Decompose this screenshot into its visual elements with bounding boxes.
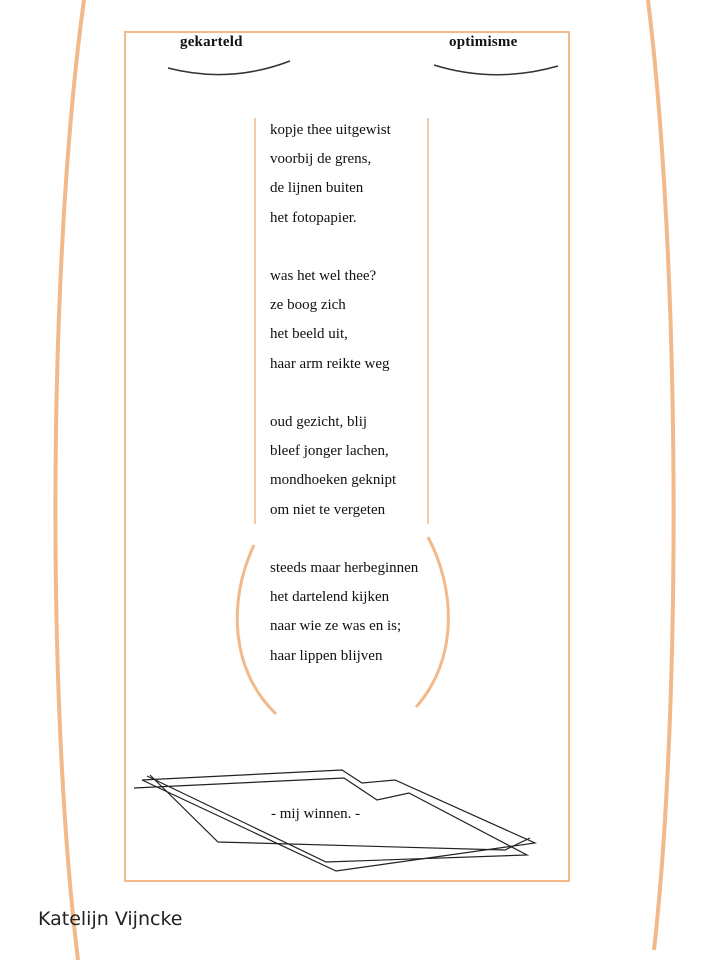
author-signature: Katelijn Vijncke [38,908,183,930]
outer-bracket-left [55,0,84,960]
poem-line: was het wel thee? [270,268,377,284]
outer-bracket-right [648,0,674,950]
poem-line: het dartelend kijken [270,589,390,606]
poem-line: oud gezicht, blij [270,414,368,430]
stanza-3 [270,408,450,525]
poem-line: om niet te vergeten [270,501,386,518]
poem-line: haar arm reikte weg [270,355,390,372]
poem-line: voorbij de grens, [270,151,372,168]
poem-line: ze boog zich [270,297,346,314]
poem-line: bleef jonger lachen, [270,443,389,460]
poem-body [270,116,450,671]
poem-line: haar lippen blijven [270,647,383,664]
header-word-left: gekarteld [180,34,243,50]
poem-line: het beeld uit, [270,326,348,343]
poem-line: steeds maar herbeginnen [270,560,419,576]
stanza-1 [270,116,450,233]
poem-line: het fotopapier. [270,209,357,226]
poem-line: naar wie ze was en is; [270,618,402,635]
poem-closing-line: - mij winnen. - [271,806,361,822]
poem-line: kopje thee uitgewist [270,122,391,138]
header-word-right: optimisme [449,34,518,50]
stanza-2 [270,262,450,379]
poem-line: de lijnen buiten [270,180,364,197]
stanza-4 [270,554,450,671]
poem-line: mondhoeken geknipt [270,472,397,489]
